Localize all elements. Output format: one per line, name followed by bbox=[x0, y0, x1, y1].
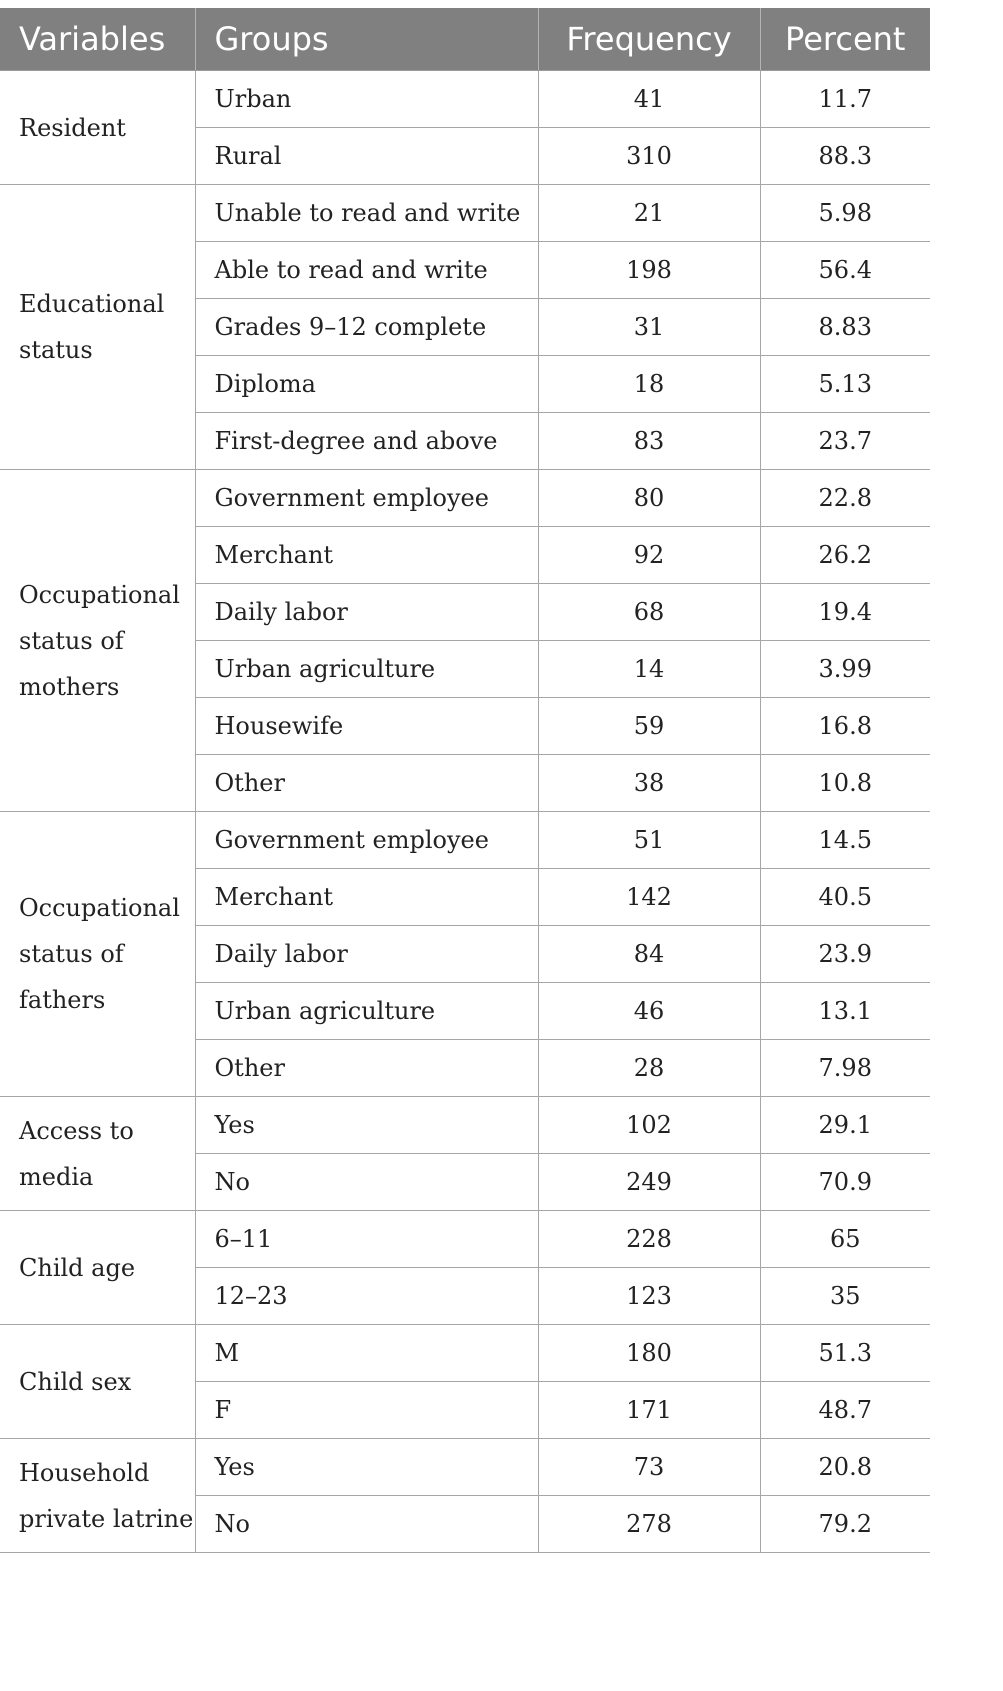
header-frequency: Frequency bbox=[538, 8, 760, 71]
percent-cell: 40.5 bbox=[760, 869, 930, 926]
frequency-cell: 68 bbox=[538, 584, 760, 641]
group-cell: Yes bbox=[195, 1097, 538, 1154]
group-cell: First-degree and above bbox=[195, 413, 538, 470]
variable-cell bbox=[0, 470, 195, 812]
variable-label-line: Child age bbox=[19, 1253, 136, 1282]
frequency-cell: 21 bbox=[538, 185, 760, 242]
header-row bbox=[0, 8, 930, 71]
frequency-cell: 38 bbox=[538, 755, 760, 812]
frequency-cell: 18 bbox=[538, 356, 760, 413]
percent-cell: 13.1 bbox=[760, 983, 930, 1040]
frequency-cell: 249 bbox=[538, 1154, 760, 1211]
percent-cell: 79.2 bbox=[760, 1496, 930, 1553]
variable-label-line: Occupational bbox=[19, 580, 180, 609]
variable-cell bbox=[0, 1211, 195, 1325]
percent-cell: 22.8 bbox=[760, 470, 930, 527]
group-cell: Government employee bbox=[195, 812, 538, 869]
percent-cell: 88.3 bbox=[760, 128, 930, 185]
group-cell: Daily labor bbox=[195, 584, 538, 641]
variable-label-line: Resident bbox=[19, 113, 126, 142]
frequency-cell: 51 bbox=[538, 812, 760, 869]
percent-cell: 65 bbox=[760, 1211, 930, 1268]
variable-cell bbox=[0, 185, 195, 470]
percent-cell: 26.2 bbox=[760, 527, 930, 584]
group-cell: No bbox=[195, 1154, 538, 1211]
variable-label-line: Occupational bbox=[19, 894, 180, 922]
variable-label-line: status of bbox=[19, 940, 124, 968]
percent-cell: 16.8 bbox=[760, 698, 930, 755]
table-row bbox=[0, 1097, 930, 1154]
variable-label-line: Child sex bbox=[19, 1367, 132, 1396]
group-cell: Urban agriculture bbox=[195, 983, 538, 1040]
group-cell: Yes bbox=[195, 1439, 538, 1496]
frequency-cell: 228 bbox=[538, 1211, 760, 1268]
frequency-cell: 14 bbox=[538, 641, 760, 698]
variable-label-line: media bbox=[19, 1162, 94, 1191]
group-cell: Housewife bbox=[195, 698, 538, 755]
frequency-cell: 46 bbox=[538, 983, 760, 1040]
table-header bbox=[0, 8, 930, 71]
variable-cell bbox=[0, 1097, 195, 1211]
variable-label-line: private latrine bbox=[19, 1504, 194, 1533]
group-cell: Urban agriculture bbox=[195, 641, 538, 698]
variable-label-line: status of bbox=[19, 626, 124, 655]
frequency-table bbox=[0, 8, 930, 1553]
group-cell: 6–11 bbox=[195, 1211, 538, 1268]
variable-label-line: Access to bbox=[19, 1116, 134, 1145]
group-cell: Able to read and write bbox=[195, 242, 538, 299]
variable-cell bbox=[0, 812, 195, 1097]
header-percent: Percent bbox=[760, 8, 930, 71]
group-cell: Grades 9–12 complete bbox=[195, 299, 538, 356]
table-row bbox=[0, 185, 930, 242]
group-cell: F bbox=[195, 1382, 538, 1439]
percent-cell: 19.4 bbox=[760, 584, 930, 641]
frequency-cell: 310 bbox=[538, 128, 760, 185]
group-cell: Unable to read and write bbox=[195, 185, 538, 242]
frequency-cell: 84 bbox=[538, 926, 760, 983]
percent-cell: 8.83 bbox=[760, 299, 930, 356]
group-cell: Daily labor bbox=[195, 926, 538, 983]
table-row bbox=[0, 1211, 930, 1268]
group-cell: No bbox=[195, 1496, 538, 1553]
table-row bbox=[0, 812, 930, 869]
percent-cell: 51.3 bbox=[760, 1325, 930, 1382]
percent-cell: 10.8 bbox=[760, 755, 930, 812]
group-cell: Other bbox=[195, 755, 538, 812]
frequency-cell: 102 bbox=[538, 1097, 760, 1154]
frequency-cell: 142 bbox=[538, 869, 760, 926]
percent-cell: 29.1 bbox=[760, 1097, 930, 1154]
percent-cell: 56.4 bbox=[760, 242, 930, 299]
variable-label-line: Educational bbox=[19, 290, 165, 318]
frequency-cell: 41 bbox=[538, 71, 760, 128]
percent-cell: 23.9 bbox=[760, 926, 930, 983]
frequency-cell: 31 bbox=[538, 299, 760, 356]
variable-label-line: status bbox=[19, 336, 93, 364]
frequency-cell: 59 bbox=[538, 698, 760, 755]
table-row bbox=[0, 71, 930, 128]
variable-label-line: mothers bbox=[19, 672, 120, 701]
percent-cell: 23.7 bbox=[760, 413, 930, 470]
group-cell: Rural bbox=[195, 128, 538, 185]
table-row bbox=[0, 1439, 930, 1496]
percent-cell: 7.98 bbox=[760, 1040, 930, 1097]
variable-cell bbox=[0, 1439, 195, 1553]
frequency-cell: 28 bbox=[538, 1040, 760, 1097]
percent-cell: 48.7 bbox=[760, 1382, 930, 1439]
percent-cell: 5.98 bbox=[760, 185, 930, 242]
frequency-cell: 73 bbox=[538, 1439, 760, 1496]
variable-label-line: fathers bbox=[19, 986, 106, 1014]
frequency-cell: 83 bbox=[538, 413, 760, 470]
header-groups: Groups bbox=[195, 8, 538, 71]
percent-cell: 20.8 bbox=[760, 1439, 930, 1496]
percent-cell: 3.99 bbox=[760, 641, 930, 698]
group-cell: Government employee bbox=[195, 470, 538, 527]
frequency-cell: 80 bbox=[538, 470, 760, 527]
table-body bbox=[0, 71, 930, 1553]
frequency-cell: 198 bbox=[538, 242, 760, 299]
group-cell: Diploma bbox=[195, 356, 538, 413]
group-cell: Urban bbox=[195, 71, 538, 128]
percent-cell: 35 bbox=[760, 1268, 930, 1325]
group-cell: Merchant bbox=[195, 527, 538, 584]
percent-cell: 70.9 bbox=[760, 1154, 930, 1211]
percent-cell: 11.7 bbox=[760, 71, 930, 128]
header-variables: Variables bbox=[0, 8, 195, 71]
group-cell: Merchant bbox=[195, 869, 538, 926]
percent-cell: 5.13 bbox=[760, 356, 930, 413]
frequency-cell: 92 bbox=[538, 527, 760, 584]
group-cell: Other bbox=[195, 1040, 538, 1097]
frequency-cell: 180 bbox=[538, 1325, 760, 1382]
variable-cell bbox=[0, 71, 195, 185]
frequency-cell: 278 bbox=[538, 1496, 760, 1553]
group-cell: 12–23 bbox=[195, 1268, 538, 1325]
table-row bbox=[0, 470, 930, 527]
frequency-cell: 171 bbox=[538, 1382, 760, 1439]
variable-cell bbox=[0, 1325, 195, 1439]
group-cell: M bbox=[195, 1325, 538, 1382]
table-row bbox=[0, 1325, 930, 1382]
variable-label-line: Household bbox=[19, 1458, 150, 1487]
frequency-cell: 123 bbox=[538, 1268, 760, 1325]
percent-cell: 14.5 bbox=[760, 812, 930, 869]
